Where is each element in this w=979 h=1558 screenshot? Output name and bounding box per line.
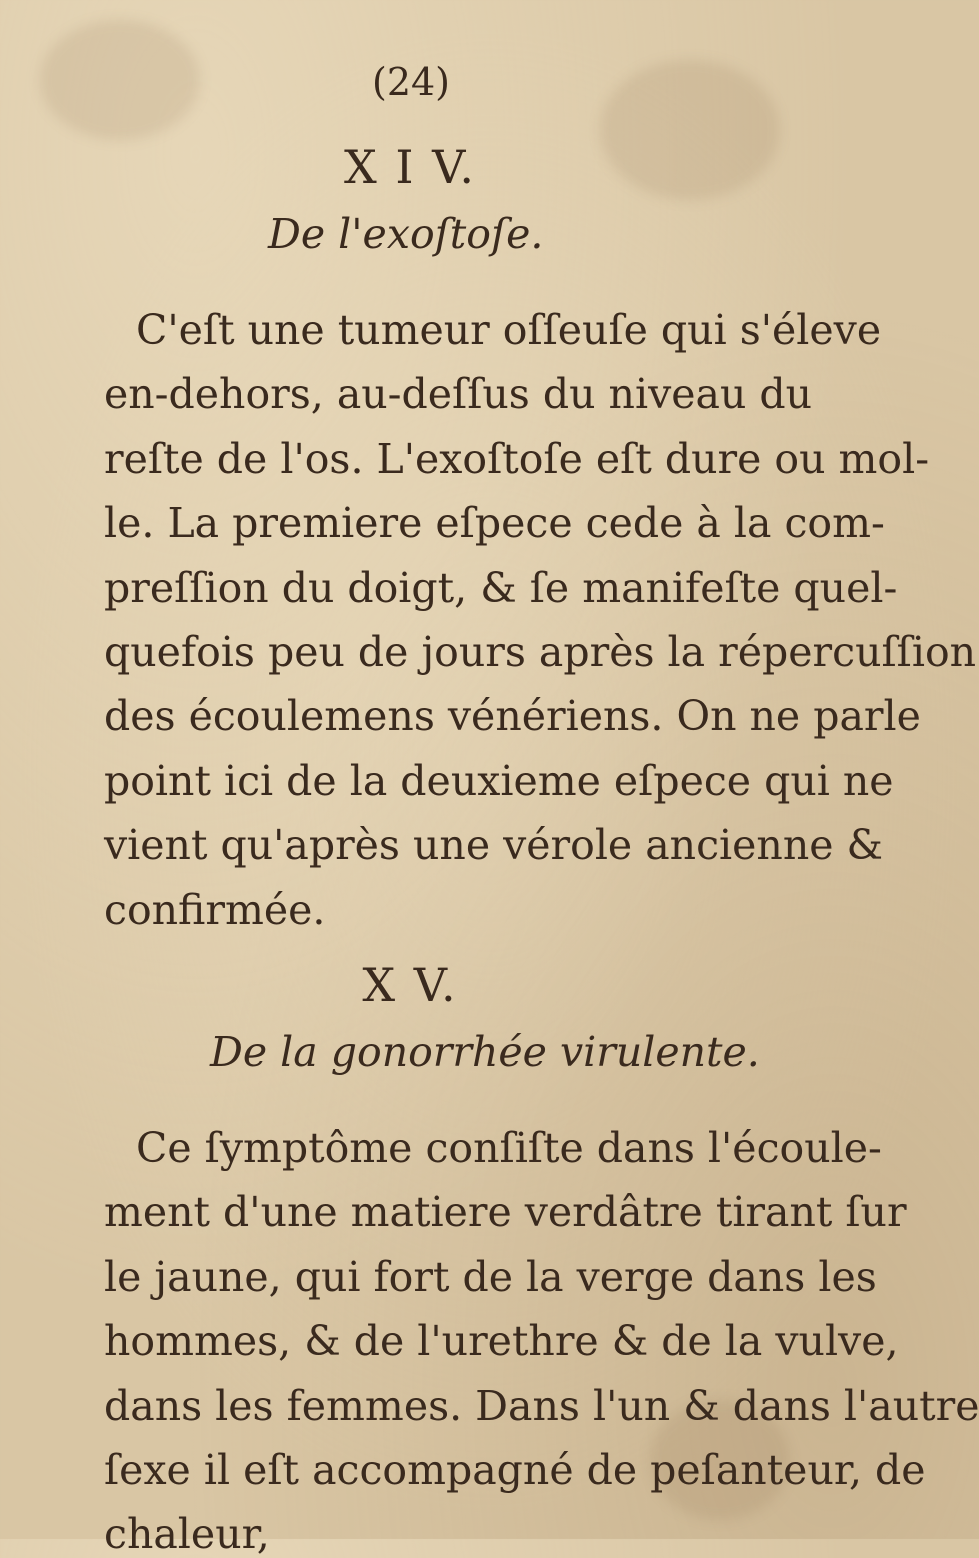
- text-line: le jaune, qui fort de la verge dans les: [104, 1253, 877, 1301]
- section-title: De la gonorrhée virulente.: [210, 1028, 760, 1076]
- text-line: quefois peu de jours après la répercuſſion: [104, 628, 977, 676]
- section-numeral: X V.: [362, 958, 458, 1012]
- text-line: hommes, & de l'urethre & de la vulve,: [104, 1317, 899, 1365]
- text-line: ſexe il eſt accompagné de peſanteur, de: [104, 1446, 926, 1494]
- paper-stain: [600, 60, 780, 200]
- text-line: chaleur,: [104, 1510, 270, 1558]
- section-numeral: X I V.: [344, 140, 476, 194]
- text-line: en-dehors, au-deſſus du niveau du: [104, 370, 813, 418]
- page-number: (24): [372, 60, 451, 104]
- text-line: vient qu'après une vérole ancienne &: [104, 821, 884, 869]
- text-line: le. La premiere eſpece cede à la com-: [104, 499, 885, 547]
- text-line: C'eſt une tumeur oſſeuſe qui s'éleve: [136, 306, 882, 354]
- paper-stain: [40, 20, 200, 140]
- text-line: dans les femmes. Dans l'un & dans l'autre: [104, 1382, 979, 1430]
- text-line: des écoulemens vénériens. On ne parle: [104, 692, 921, 740]
- text-line: preſſion du doigt, & ſe manifeſte quel-: [104, 564, 898, 612]
- text-line: point ici de la deuxieme eſpece qui ne: [104, 757, 894, 805]
- section-title: De l'exoſtoſe.: [268, 210, 544, 258]
- text-line: confirmée.: [104, 886, 326, 934]
- text-line: ment d'une matiere verdâtre tirant ſur: [104, 1188, 907, 1236]
- text-line: reſte de l'os. L'exoſtoſe eſt dure ou mol-: [104, 435, 930, 483]
- text-line: Ce ſymptôme conſiſte dans l'écoule-: [136, 1124, 882, 1172]
